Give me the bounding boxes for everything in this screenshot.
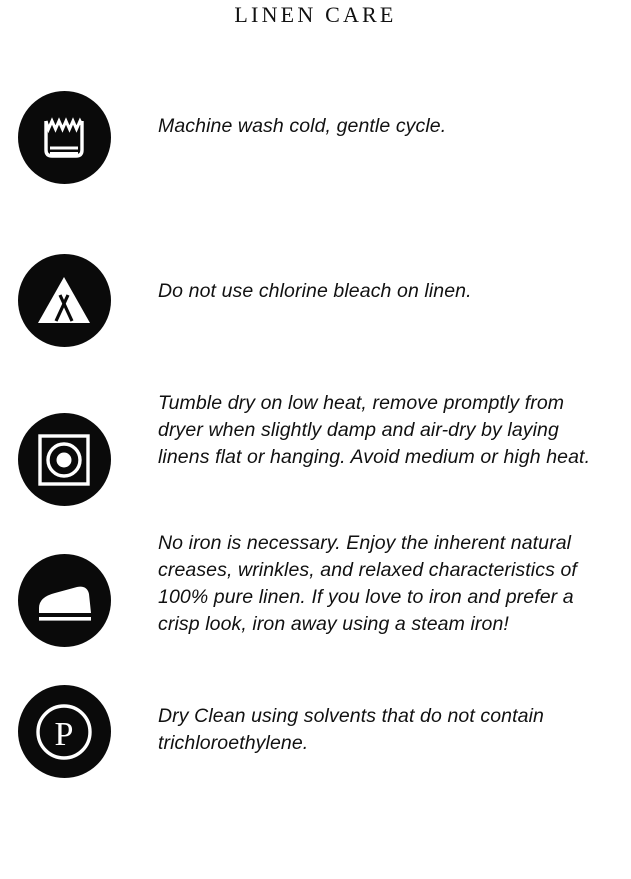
care-instruction-list bbox=[0, 82, 631, 790]
svg-text:P: P bbox=[54, 715, 74, 753]
care-instruction-text: Tumble dry on low heat, remove promptly from dryer when slightly damp and air-dry by laying linens flat or hanging. Avoid medium or high heat. bbox=[158, 392, 591, 468]
text-cell bbox=[118, 82, 613, 140]
care-instruction-text: Do not use chlorine bleach on linen. bbox=[158, 280, 472, 302]
care-instruction-row bbox=[0, 530, 631, 670]
care-instruction-row bbox=[0, 390, 631, 530]
dry-clean-p-circle-icon bbox=[18, 685, 111, 778]
icon-cell bbox=[10, 670, 118, 778]
care-instruction-row bbox=[0, 670, 631, 790]
care-instruction-text: No iron is necessary. Enjoy the inherent natural creases, wrinkles, and relaxed characteristics of 100% pure linen. If you love to iron and prefer a crisp look, iron away using a steam iron! bbox=[158, 532, 577, 635]
wash-tub-icon bbox=[18, 91, 111, 184]
care-instruction-text: Dry Clean using solvents that do not contain trichloroethylene. bbox=[158, 705, 544, 754]
text-cell bbox=[118, 249, 613, 305]
text-cell bbox=[118, 390, 613, 471]
text-cell bbox=[118, 670, 613, 757]
no-bleach-triangle-icon bbox=[18, 254, 111, 347]
tumble-dry-icon bbox=[18, 413, 111, 506]
page-title: LINEN CARE bbox=[234, 2, 397, 27]
icon-cell bbox=[10, 249, 118, 347]
iron-icon bbox=[18, 554, 111, 647]
care-instruction-text: Machine wash cold, gentle cycle. bbox=[158, 115, 447, 137]
care-instruction-row bbox=[0, 249, 631, 390]
text-cell bbox=[118, 530, 613, 638]
icon-cell bbox=[10, 82, 118, 184]
icon-cell bbox=[10, 390, 118, 506]
icon-cell bbox=[10, 530, 118, 647]
care-instruction-row bbox=[0, 82, 631, 249]
